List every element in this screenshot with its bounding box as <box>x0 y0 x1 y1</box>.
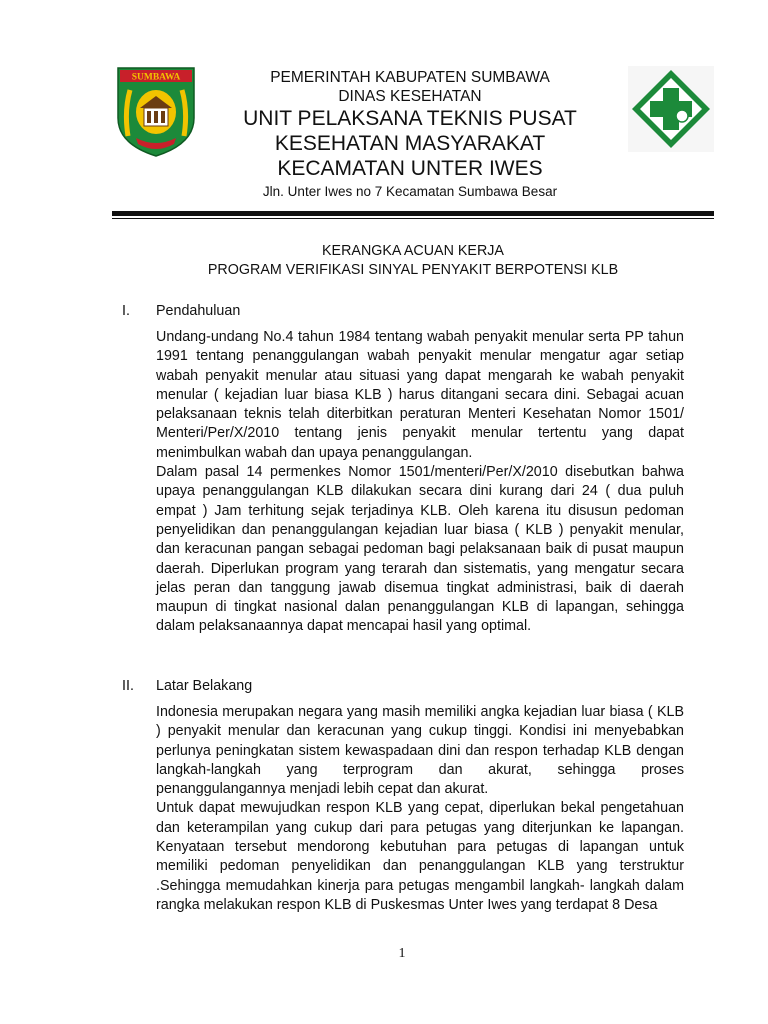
letterhead-subdistrict: KECAMATAN UNTER IWES <box>277 157 543 180</box>
sumbawa-regency-logo <box>116 66 196 158</box>
letterhead-unit: UNIT PELAKSANA TEKNIS PUSAT <box>243 107 577 130</box>
section-title: Pendahuluan <box>156 303 241 319</box>
section-title: Latar Belakang <box>156 678 253 694</box>
section-paragraph: Undang-undang No.4 tahun 1984 tentang wabah penyakit menular serta PP tahun 1991 tentang penanggulangan wabah penyakit menular mengatur agar setiap wabah penyakit menular atau situasi yang dapat mengarah ke wabah penyakit menular ( kejadian luar biasa KLB ) harus ditangani secara dini. Sebagai acuan pelaksanaan teknis telah diterbitkan peraturan Menteri Kesehatan Nomor 1501/ Menteri/Per/X/2010 tentang jenis penyakit menular tertentu yang dapat menimbulkan wabah dan upaya penanggulangan. <box>156 329 684 461</box>
section-pendahuluan <box>122 302 692 637</box>
letterhead-government: PEMERINTAH KABUPATEN SUMBAWA <box>270 69 550 86</box>
letterhead-divider-thick <box>112 211 714 216</box>
section-number: I. <box>122 303 130 319</box>
puskesmas-logo <box>628 66 714 152</box>
logo-left-text: SUMBAWA <box>131 72 181 83</box>
section-paragraph: Indonesia merupakan negara yang masih memiliki angka kejadian luar biasa ( KLB ) penyakit menular dan keracunan yang cukup tinggi. Kondisi ini menyebabkan perlunya peningkatan sistem kewaspadaan dini dan respon terhadap KLB dengan langkah-langkah yang terprogram dan akurat, sehingga proses penanggulangannya menjadi lebih cepat dan akurat. <box>156 704 684 798</box>
section-heading <box>122 302 692 321</box>
page-number: 1 <box>398 946 406 961</box>
section-heading <box>122 677 692 696</box>
letterhead-divider-thin <box>112 218 714 219</box>
letterhead <box>200 68 620 202</box>
section-latar-belakang <box>122 677 692 915</box>
section-paragraph: Untuk dapat mewujudkan respon KLB yang cepat, diperlukan bekal pengetahuan dan keterampilan yang cukup dari para petugas yang diterjunkan ke lapangan. Kenyataan tersebut mendorong kebutuhan para petugas di lapangan untuk memiliki pedoman penyelidikan dan penanggulangan KLB yang terstruktur .Sehingga memudahkan kinerja para petugas mengambil langkah- langkah dalam rangka melakukan respon KLB di Puskesmas Unter Iwes yang terdapat 8 Desa <box>156 800 684 913</box>
document-title <box>112 242 714 280</box>
section-number: II. <box>122 678 134 694</box>
document-title-line2: PROGRAM VERIFIKASI SINYAL PENYAKIT BERPOTENSI KLB <box>207 262 619 278</box>
letterhead-address: Jln. Unter Iwes no 7 Kecamatan Sumbawa Besar <box>262 184 558 199</box>
letterhead-unit-line2: KESEHATAN MASYARAKAT <box>274 132 546 155</box>
section-paragraph: Dalam pasal 14 permenkes Nomor 1501/menteri/Per/X/2010 disebutkan bahwa upaya penanggulangan KLB dilakukan secara dini kurang dari 24 ( dua puluh empat ) Jam terhitung sejak terjadinya KLB. Oleh karena itu disusun pedoman penyelidikan dan penanggulangan kejadian luar biasa ( KLB ) penyakit menular, dan keracunan pangan sebagai pedoman bagi pelaksanaan baik di pusat maupun daerah. Diperlukan program yang terarah dan sistematis, yang mengatur secara jelas peran dan tanggung jawab disemua tingkat administrasi, baik di daerah maupun di tingkat nasional dalan penanggulangan KLB di lapangan, sehingga dalam pelaksanaannya dapat mencapai hasil yang optimal. <box>156 464 684 635</box>
document-title-line1: KERANGKA ACUAN KERJA <box>322 243 504 259</box>
letterhead-department: DINAS KESEHATAN <box>338 88 482 105</box>
